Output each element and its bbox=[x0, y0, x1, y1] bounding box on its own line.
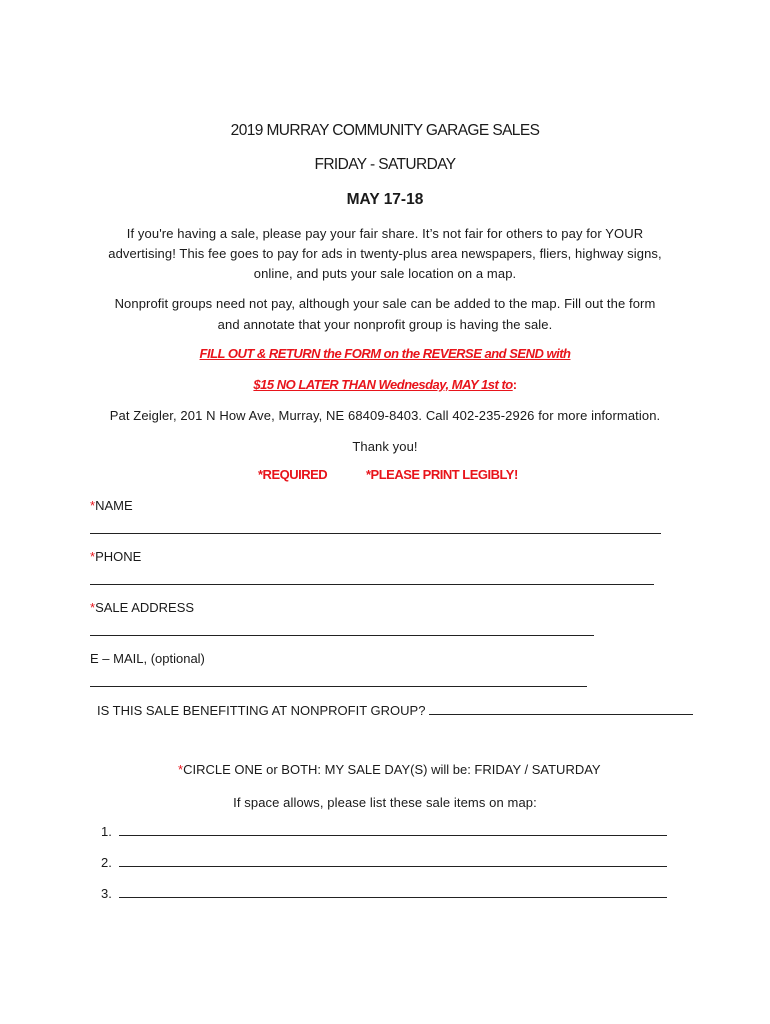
required-star: * bbox=[178, 762, 184, 777]
sale-item-row bbox=[101, 885, 667, 901]
sale-item-row bbox=[101, 823, 667, 839]
return-instructions-line bbox=[0, 345, 770, 363]
nonprofit-question bbox=[97, 702, 693, 718]
sale-days-question bbox=[178, 762, 601, 777]
intro-paragraph-line: online, and puts your sale location on a map. bbox=[253, 266, 517, 281]
sale-item-line[interactable] bbox=[119, 885, 667, 898]
print-legibly-notice: *PLEASE PRINT LEGIBLY! bbox=[366, 467, 518, 482]
nonprofit-answer-line[interactable] bbox=[429, 702, 693, 715]
intro-paragraph-line: If you're having a sale, please pay your fair share. It’s not fair for others to pay for YOUR bbox=[126, 226, 644, 241]
address-label bbox=[90, 600, 194, 615]
nonprofit-question-text: IS THIS SALE BENEFITTING AT NONPROFIT GROUP? bbox=[97, 703, 426, 718]
address-field-line[interactable] bbox=[90, 635, 594, 636]
phone-field-line[interactable] bbox=[90, 584, 654, 585]
address-label-text: SALE ADDRESS bbox=[95, 600, 195, 615]
required-star: * bbox=[90, 498, 96, 513]
deadline-line bbox=[0, 376, 770, 394]
sale-item-row bbox=[101, 854, 667, 870]
required-notice: *REQUIRED bbox=[258, 467, 328, 482]
intro-paragraph-line: advertising! This fee goes to pay for ads in twenty-plus area newspapers, fliers, highway signs, bbox=[108, 246, 662, 261]
name-field-line[interactable] bbox=[90, 533, 661, 534]
contact-info: Pat Zeigler, 201 N How Ave, Murray, NE 68409-8403. Call 402-235-2926 for more information. bbox=[109, 408, 661, 423]
name-label bbox=[90, 498, 133, 513]
sale-items-intro: If space allows, please list these sale items on map: bbox=[233, 795, 537, 810]
sale-days-heading: FRIDAY - SATURDAY bbox=[314, 156, 456, 173]
sale-dates-heading: MAY 17-18 bbox=[346, 191, 424, 208]
sale-item-line[interactable] bbox=[119, 823, 667, 836]
return-instructions-text: FILL OUT & RETURN the FORM on the REVERSE and SEND with bbox=[199, 346, 571, 361]
email-label: E – MAIL, (optional) bbox=[90, 651, 205, 666]
deadline-text: $15 NO LATER THAN Wednesday, MAY 1st to bbox=[253, 377, 513, 392]
deadline-colon: : bbox=[512, 377, 517, 392]
name-label-text: NAME bbox=[95, 498, 133, 513]
sale-item-number: 1. bbox=[101, 824, 112, 839]
sale-item-line[interactable] bbox=[119, 854, 667, 867]
phone-label bbox=[90, 549, 141, 564]
email-field-line[interactable] bbox=[90, 686, 587, 687]
sale-days-question-text: CIRCLE ONE or BOTH: MY SALE DAY(S) will be: FRIDAY / SATURDAY bbox=[183, 762, 601, 777]
sale-item-number: 2. bbox=[101, 855, 112, 870]
thank-you-text: Thank you! bbox=[352, 439, 418, 454]
nonprofit-paragraph-line: Nonprofit groups need not pay, although your sale can be added to the map. Fill out the form bbox=[114, 296, 656, 311]
document-title: 2019 MURRAY COMMUNITY GARAGE SALES bbox=[230, 122, 540, 139]
nonprofit-paragraph-line: and annotate that your nonprofit group is having the sale. bbox=[217, 317, 553, 332]
required-star: * bbox=[90, 600, 96, 615]
required-star: * bbox=[90, 549, 96, 564]
phone-label-text: PHONE bbox=[95, 549, 142, 564]
sale-item-number: 3. bbox=[101, 886, 112, 901]
